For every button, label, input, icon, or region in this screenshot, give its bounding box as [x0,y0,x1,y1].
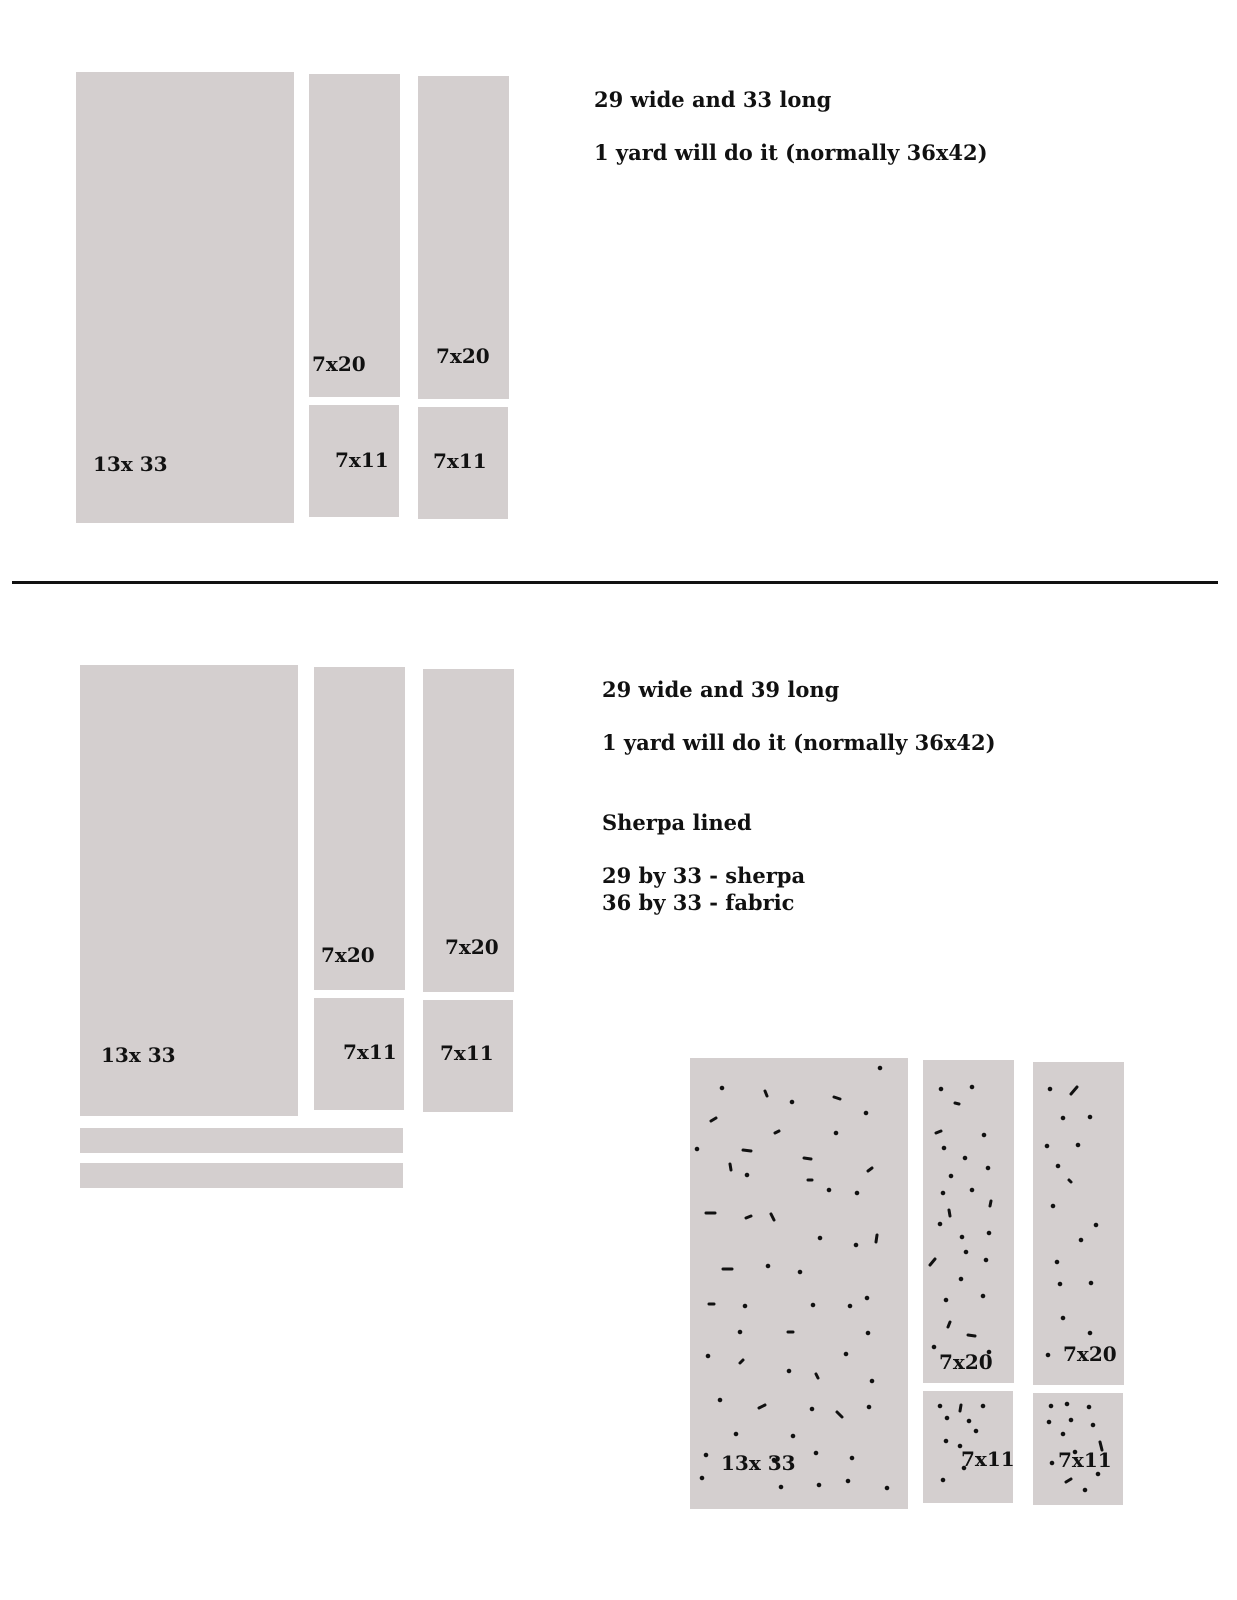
piece-label-13x33: 13x 33 [721,1451,796,1475]
piece-label-7x20-b: 7x20 [445,935,499,959]
yardage-note: 1 yard will do it (normally 36x42) [602,730,996,755]
sherpa-heading: Sherpa lined [602,810,752,835]
fabric-size-note: 36 by 33 - fabric [602,890,795,915]
dimensions-note: 29 wide and 33 long [594,87,832,112]
piece-label-7x20-b: 7x20 [1063,1342,1117,1366]
yardage-note: 1 yard will do it (normally 36x42) [594,140,988,165]
piece-label-7x11-b: 7x11 [440,1041,494,1065]
piece-label-13x33: 13x 33 [101,1043,176,1067]
piece-label-13x33: 13x 33 [93,452,168,476]
sherpa-size-note: 29 by 33 - sherpa [602,863,806,888]
piece-label-7x11-a: 7x11 [961,1447,1015,1471]
piece-label-7x20-a: 7x20 [939,1350,993,1374]
piece-label-7x20-a: 7x20 [321,943,375,967]
piece-label-7x11-b: 7x11 [433,449,487,473]
piece-label-7x11-a: 7x11 [343,1040,397,1064]
piece-label-7x20-a: 7x20 [312,352,366,376]
piece-label-7x20-b: 7x20 [436,344,490,368]
piece-label-7x11-a: 7x11 [335,448,389,472]
piece-label-7x11-b: 7x11 [1058,1448,1112,1472]
dimensions-note: 29 wide and 39 long [602,677,840,702]
